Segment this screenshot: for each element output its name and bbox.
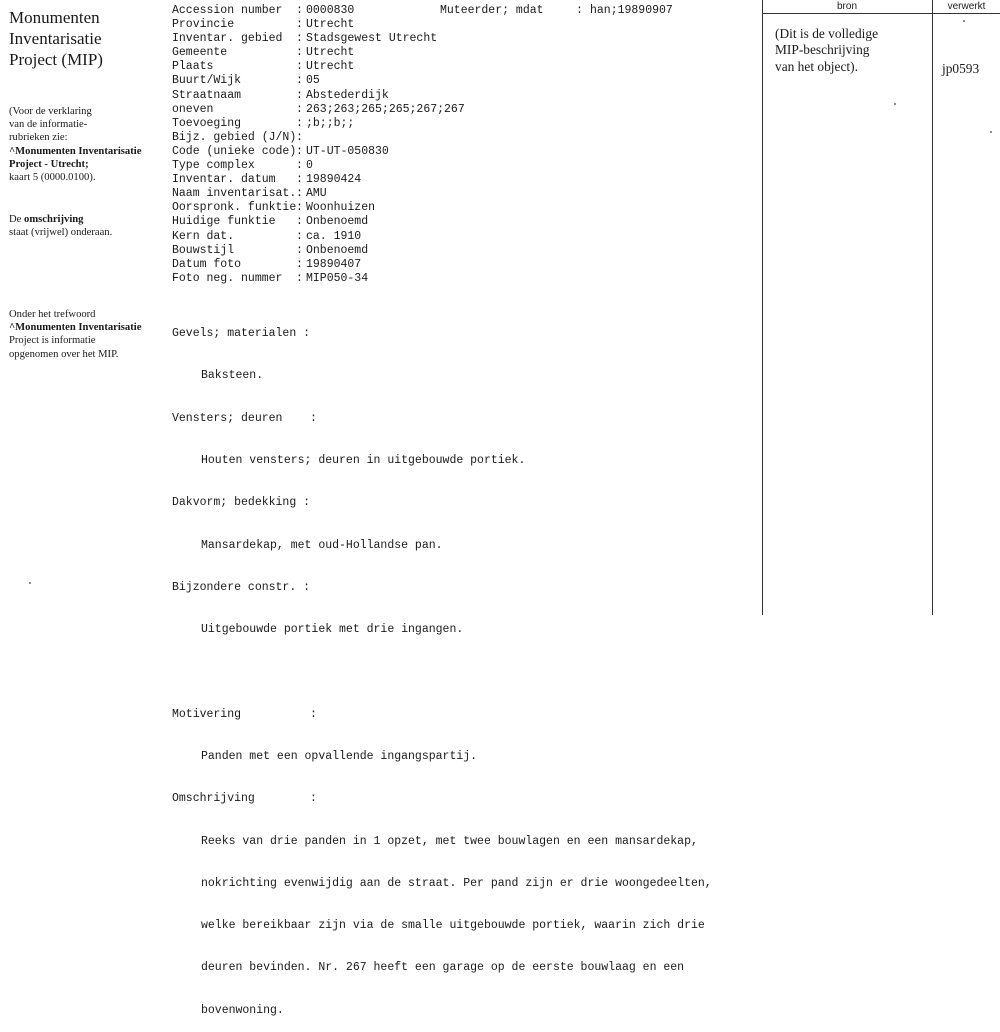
field-colon: :: [296, 257, 303, 271]
section-label: Motivering :: [172, 707, 317, 721]
title-line: Project (MIP): [9, 50, 103, 69]
section-label: Bijzondere constr. :: [172, 580, 311, 594]
field-value: AMU: [306, 187, 327, 201]
field-row-value: [296, 187, 465, 201]
field-value: ;b;;b;;: [306, 116, 355, 130]
field-value: Stadsgewest Utrecht: [306, 32, 438, 46]
section-label: Gevels; materialen :: [172, 327, 311, 341]
field-value: 19890424: [306, 173, 362, 187]
field-colon: :: [296, 201, 303, 215]
field-label: Inventar. datum: [172, 173, 276, 187]
field-label: Datum foto: [172, 257, 242, 271]
note-line: van de informatie-: [9, 119, 88, 131]
field-colon: :: [296, 159, 303, 173]
field-colon: :: [296, 215, 303, 229]
note-keyword-bold: ^Monumenten Inventarisatie: [9, 322, 142, 334]
field-row-value: [296, 18, 465, 32]
field-row-value: [296, 271, 465, 286]
field-label: Huidige funktie: [172, 215, 276, 229]
field-row-value: [296, 102, 465, 117]
field-label: Type complex: [172, 159, 255, 173]
field-value: Utrecht: [306, 60, 355, 74]
field-colon: :: [296, 271, 303, 285]
field-row-value: [296, 201, 465, 215]
field-row-value: [296, 257, 465, 272]
field-value: Woonhuizen: [306, 201, 376, 215]
document-title: [9, 7, 103, 70]
title-line: Inventarisatie: [9, 29, 102, 48]
field-colon: :: [296, 4, 303, 17]
panel-divider: [762, 0, 763, 615]
field-row-value: [296, 60, 465, 74]
field-row-value: [296, 116, 465, 131]
field-label: Foto neg. nummer: [172, 271, 283, 285]
scan-speck: [894, 103, 896, 105]
field-colon: :: [296, 187, 303, 201]
note-line: Onder het trefwoord: [9, 309, 96, 320]
field-value: Abstederdijk: [306, 88, 389, 102]
description-line: bovenwoning.: [201, 1003, 284, 1017]
field-colon: :: [296, 32, 303, 46]
field-label: Code (unieke code): [172, 144, 297, 158]
field-row-value: [296, 130, 465, 145]
description-line: deuren bevinden. Nr. 267 heeft een garage op de eerste bouwlaag en een: [201, 961, 685, 975]
source-line: van het object).: [775, 58, 858, 74]
title-line: Monumenten: [9, 8, 100, 27]
section-label: Omschrijving :: [172, 792, 317, 806]
field-value: 05: [306, 74, 320, 88]
field-value: Utrecht: [306, 18, 355, 32]
note-reference-bold: Project - Utrecht;: [9, 158, 89, 170]
field-label: Provincie: [172, 18, 235, 32]
note-prefix: De: [9, 214, 25, 225]
source-line: (Dit is de volledige: [775, 26, 879, 41]
field-row-value: [296, 74, 465, 88]
field-label: oneven: [172, 102, 214, 116]
note-keyword-bold: omschrijving: [24, 214, 84, 225]
field-colon: :: [296, 46, 303, 60]
description-line: Reeks van drie panden in 1 opzet, met twee bouwlagen en een mansardekap,: [201, 834, 698, 848]
field-colon: :: [296, 173, 303, 187]
field-row-value: [296, 159, 465, 173]
field-value: Onbenoemd: [306, 243, 369, 257]
field-value: UT-UT-050830: [306, 144, 389, 158]
field-colon: :: [296, 130, 303, 144]
field-values: [296, 4, 465, 286]
note-reference-bold: ^Monumenten Inventarisatie: [9, 145, 142, 157]
field-row-value: [296, 215, 465, 229]
field-colon: :: [576, 4, 583, 17]
section-value: Houten vensters; deuren in uitgebouwde portiek.: [201, 454, 526, 468]
field-label: Oorspronk. funktie: [172, 201, 297, 215]
panel-header-rule: [762, 13, 1000, 14]
scan-speck: [29, 582, 31, 584]
field-row-value: [296, 243, 465, 258]
description-line: welke bereikbaar zijn via de smalle uitgebouwde portiek, waarin zich drie: [201, 919, 705, 933]
column-header-verwerkt: verwerkt: [947, 1, 986, 12]
mutator-value: han;19890907: [590, 4, 673, 17]
field-value: Utrecht: [306, 46, 355, 60]
field-colon: :: [296, 88, 303, 102]
description-line: nokrichting evenwijdig aan de straat. Per pand zijn er drie woongedeelten,: [201, 876, 712, 890]
note-line: Project is informatie: [9, 335, 96, 347]
note-line: rubrieken zie:: [9, 132, 68, 144]
field-label: Buurt/Wijk: [172, 74, 242, 88]
field-label: Accession number: [172, 4, 283, 17]
scan-speck: [963, 20, 965, 22]
section-label: Vensters; deuren :: [172, 411, 317, 425]
field-colon: :: [296, 116, 303, 130]
field-value: 0000830: [306, 4, 355, 17]
keyword-note: [9, 308, 141, 361]
field-row-value: [296, 32, 465, 46]
field-label: Inventar. gebied: [172, 32, 283, 46]
field-label: Gemeente: [172, 46, 228, 60]
field-label: Bijz. gebied (J/N): [172, 130, 297, 144]
description-sections: [172, 299, 712, 1032]
note-line: (Voor de verklaring: [9, 106, 92, 117]
field-colon: :: [296, 144, 303, 158]
explanation-note: [9, 105, 141, 184]
note-line: staat (vrijwel) onderaan.: [9, 227, 113, 239]
field-row-value: [296, 144, 465, 159]
field-value: MIP050-34: [306, 271, 369, 285]
field-label: Bouwstijl: [172, 243, 235, 257]
field-colon: :: [296, 60, 303, 74]
field-row-value: [296, 229, 465, 244]
field-label: Kern dat.: [172, 229, 235, 243]
field-label: Straatnaam: [172, 88, 242, 102]
processed-code: jp0593: [942, 61, 980, 76]
section-value: Mansardekap, met oud-Hollandse pan.: [201, 538, 443, 552]
source-line: MIP-beschrijving: [775, 42, 870, 58]
field-value: ca. 1910: [306, 229, 362, 243]
field-labels: [172, 4, 296, 286]
field-value: 263;263;265;265;267;267: [306, 102, 465, 116]
field-row-value: [296, 46, 465, 60]
field-value: 0: [306, 159, 313, 173]
field-colon: :: [296, 243, 303, 257]
source-note: [775, 26, 878, 75]
section-value: Uitgebouwde portiek met drie ingangen.: [201, 623, 464, 637]
field-row-value: [296, 173, 465, 187]
field-value: 19890407: [306, 257, 362, 271]
field-colon: :: [296, 18, 303, 32]
field-label: Toevoeging: [172, 116, 242, 130]
section-value: Baksteen.: [201, 369, 264, 383]
column-header-bron: bron: [836, 1, 857, 12]
field-label: Plaats: [172, 60, 214, 74]
field-colon: :: [296, 102, 303, 116]
section-value: Panden met een opvallende ingangspartij.: [201, 750, 478, 763]
description-note: [9, 213, 112, 239]
scan-speck: [990, 131, 992, 133]
note-line: kaart 5 (0000.0100).: [9, 172, 96, 184]
field-row-value: [296, 88, 465, 103]
field-colon: :: [296, 74, 303, 88]
note-line: opgenomen over het MIP.: [9, 348, 119, 360]
field-value: Onbenoemd: [306, 215, 369, 229]
field-colon: :: [296, 229, 303, 243]
mutator-label: Muteerder; mdat: [440, 4, 544, 17]
field-label: Naam inventarisat.: [172, 187, 297, 201]
section-label: Dakvorm; bedekking :: [172, 496, 311, 510]
panel-divider: [932, 0, 933, 615]
